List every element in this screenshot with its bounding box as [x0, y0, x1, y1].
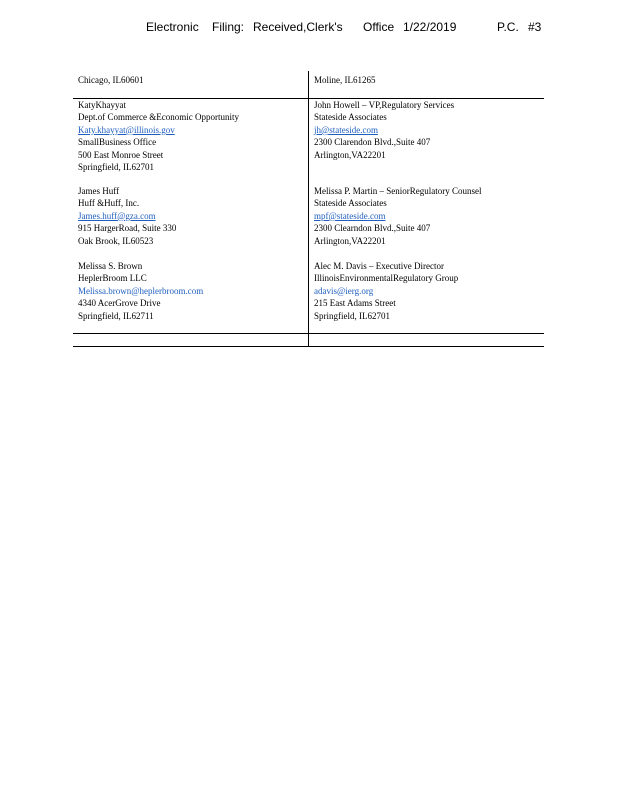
contact-address-line: 500 East Monroe Street	[78, 149, 164, 160]
table-bottom-border	[73, 346, 544, 347]
contact-org: Huff &Huff, Inc.	[78, 198, 140, 209]
contact-org: Dept.of Commerce &Economic Opportunity	[78, 112, 239, 123]
contact-org: Stateside Associates	[314, 198, 387, 209]
header-electronic: Electronic	[146, 20, 199, 34]
contact-address-line: Springfield, IL62711	[78, 310, 154, 321]
header-pc: P.C.	[497, 20, 519, 34]
contact-address-line: 2300 Clarendon Blvd.,Suite 407	[314, 137, 431, 148]
address-line: Chicago, IL60601	[78, 75, 144, 85]
contact-name: Melissa P. Martin – SeniorRegulatory Counsel	[314, 186, 482, 196]
top-left-cell	[78, 74, 144, 86]
contact-card	[314, 185, 482, 247]
contact-org: Stateside Associates	[314, 112, 387, 123]
contact-card	[78, 185, 176, 247]
header-office: Office	[363, 20, 395, 34]
contact-name: Melissa S. Brown	[78, 261, 143, 271]
contact-email-link[interactable]: Katy.khayyat@illinois.gov	[78, 124, 175, 135]
contact-org: IllinoisEnvironmentalRegulatory Group	[314, 273, 459, 284]
contact-card	[78, 99, 239, 173]
filing-header	[0, 20, 618, 36]
contact-card	[314, 260, 458, 322]
contact-address-line: Springfield, IL62701	[78, 161, 154, 172]
contact-email-link[interactable]: mpf@stateside.com	[314, 210, 386, 221]
table-column-divider	[308, 71, 309, 346]
contact-card	[314, 99, 454, 161]
contact-name: James Huff	[78, 186, 120, 196]
top-right-cell	[314, 74, 376, 86]
address-line: Moline, IL61265	[314, 75, 376, 85]
contact-email-link[interactable]: jh@stateside.com	[314, 124, 379, 135]
contact-address-line: 215 East Adams Street	[314, 298, 396, 309]
header-number: #3	[528, 20, 542, 34]
contact-org: HeplerBroom LLC	[78, 273, 147, 284]
contact-address-line: Oak Brook, IL60523	[78, 235, 154, 246]
contact-address-line: Arlington,VA22201	[314, 149, 386, 160]
contact-name: John Howell – VP,Regulatory Services	[314, 100, 455, 110]
contact-email-link[interactable]: Melissa.brown@heplerbroom.com	[78, 285, 204, 296]
contact-address-line: 2300 Clearndon Blvd.,Suite 407	[314, 223, 431, 234]
header-received: Received,Clerk's	[253, 20, 343, 34]
header-date: 1/22/2019	[403, 20, 457, 34]
contact-address-line: Springfield, IL62701	[314, 310, 390, 321]
contact-address-line: 915 HargerRoad, Suite 330	[78, 223, 177, 234]
contact-card	[78, 260, 203, 322]
contact-name: Alec M. Davis – Executive Director	[314, 261, 444, 271]
contact-name: KatyKhayyat	[78, 100, 126, 110]
contact-email-link[interactable]: adavis@ierg.org	[314, 285, 374, 296]
contact-address-line: SmallBusiness Office	[78, 137, 157, 148]
table-row-divider	[73, 333, 544, 334]
contact-address-line: 4340 AcerGrove Drive	[78, 298, 161, 309]
contact-email-link[interactable]: James.huff@gza.com	[78, 210, 156, 221]
header-filing: Filing:	[212, 20, 245, 34]
contact-address-line: Arlington,VA22201	[314, 235, 386, 246]
